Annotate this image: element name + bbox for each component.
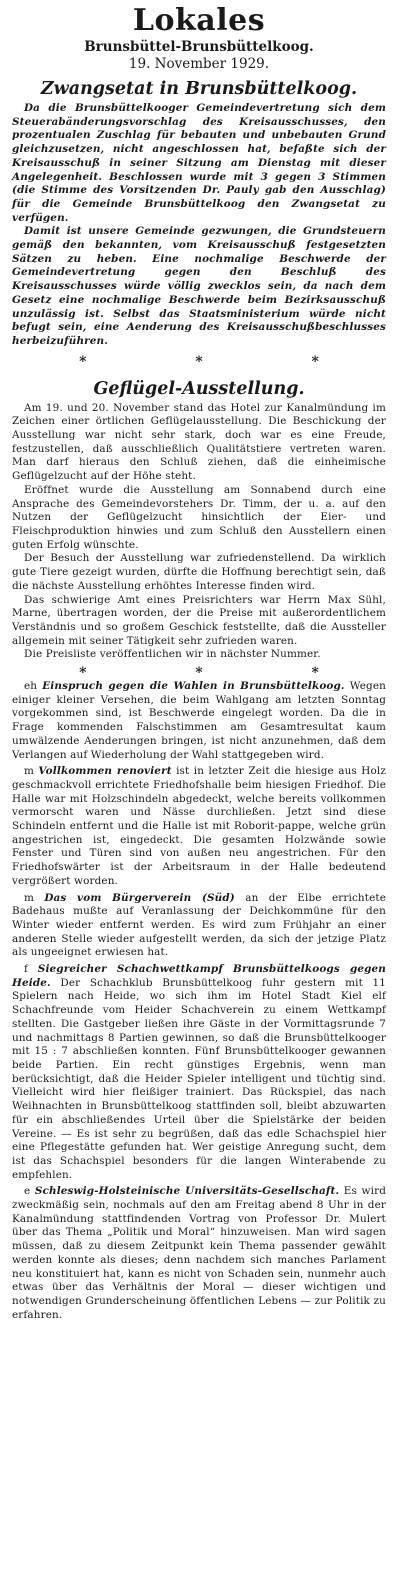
notice-marker: m	[24, 765, 35, 778]
article-headline: Geflügel-Ausstellung.	[93, 378, 305, 399]
notices	[12, 680, 386, 1322]
article-paragraph: Am 19. und 20. November stand das Hotel zur Kanalmündung im Zeichen einer örtlichen Geflügelausstellung. Die Beschickung der Ausstellung war nicht sehr stark, doch war es eine Freude, festzustellen, daß ausschließlich Qualitätstiere vertreten waren. Man darf hieraus den Schluß ziehen, daß die einheimische Geflügelzucht auf der Höhe steht.	[12, 401, 386, 483]
article-paragraph: Die Preisliste veröffentlichen wir in nächster Nummer.	[24, 648, 321, 661]
notice-lead: Das vom Bürgerverein (Süd)	[44, 891, 235, 904]
article-paragraph: Das schwierige Amt eines Preisrichters war Herrn Max Sühl, Marne, übertragen worden, der die Preise mit außerordentlichem Verständnis und so großem Geschick feststellte, daß die Aussteller allgemein mit seiner Tätigkeit sehr zufrieden waren.	[12, 593, 386, 647]
notice-text: an der Elbe errichtete Badehaus mußte auf Veranlassung der Deichkommüne für den Winter wieder entfernt werden. Es wird zum Frühjahr an einer anderen Stelle wieder aufgestellt werden, da sich der jetzige Platz als ungeeignet erwiesen hat.	[12, 891, 387, 959]
notice-buergerverein	[12, 892, 386, 961]
notice-schach	[12, 963, 386, 1182]
notice-universitaet	[12, 1185, 386, 1322]
article-paragraph: Der Besuch der Ausstellung war zufriedenstellend. Da wirklich gute Tiere gezeigt wurden, dürfte die Hoffnung berechtigt sein, daß die nächste Ausstellung erhöhtes Interesse finden wird.	[12, 552, 386, 592]
notice-text: Der Schachklub Brunsbüttelkoog fuhr gestern mit 11 Spielern nach Heide, wo sich ihm im Hotel Stadt Kiel elf Schachfreunde vom Heider Schachverein zu einem Wettkampf stellten. Die Gastgeber ließen ihre Gäste in der Vormittagsrunde 7 und nachmittags 8 Partien gewinnen, so daß die Brunsbüttelkooger mit 15 : 7 abschließen konnten. Fünf Brunsbüttelkooger gewannen beide Partien. Ein recht günstiges Ergebnis, wenn man berücksichtigt, daß die Heider Spieler intelligent und tüchtig sind. Vielleicht wird hier fleißiger trainiert. Das Rückspiel, das nach Weihnachten in Brunsbüttelkoog stattfinden soll, bleibt abzuwarten für ein abschließendes Urteil über die Spielstärke der beiden Vereine. — Es ist sehr zu begrüßen, daß das edle Schachspiel hier eine Pflegestätte gefunden hat. Wer geistige Anregung sucht, dem ist das Schachspiel besonders für die langen Winterabende zu empfehlen.	[12, 976, 386, 1181]
locality-line: Brunsbüttel-Brunsbüttelkoog.	[84, 39, 314, 55]
date-line: 19. November 1929.	[128, 56, 270, 72]
notice-einspruch	[12, 680, 386, 762]
newspaper-page	[0, 4, 400, 1571]
article-paragraph: Da die Brunsbüttelkooger Gemeindevertretung sich dem Steuerabänderungsvorschlag des Kreisausschusses, den prozentualen Zuschlag für bebauten und unbebauten Grund gleichzusetzen, nicht angeschlossen hat, befaßte sich der Kreisausschuß in seiner Sitzung am Dienstag mit dieser Angelegenheit. Beschlossen wurde mit 3 gegen 3 Stimmen (die Stimme des Vorsitzenden Dr. Pauly gab den Ausschlag) für die Gemeinde Brunsbüttelkoog den Zwangsetat zu verfügen.	[12, 102, 386, 224]
notice-text: Es wird zweckmäßig sein, nochmals auf den am Freitag abend 8 Uhr in der Kanalmündung stattfindenden Vortrag von Professor Dr. Mulert über das Thema „Politik und Moral“ hinzuweisen. Man wird sagen müssen, daß zu diesem Zeitpunkt kein Thema passender gewählt werden konnte als dieses; denn nachdem sich manches Parlament neu konstituiert hat, kann es nicht von Schaden sein, nunmehr auch etwas über das Verhältnis der Moral — dieser wichtigen und notwendigen Grunderscheinung öffentlichen Lebens — zur Politik zu erfahren.	[12, 1185, 386, 1321]
notice-renoviert	[12, 765, 386, 888]
section-separator: * * *	[79, 353, 371, 370]
article-paragraph: Eröffnet wurde die Ausstellung am Sonnabend durch eine Ansprache des Gemeindevorstehers Dr. Timm, der u. a. auf den Nutzen der Geflügelzucht hinsichtlich der Eier- und Fleischproduktion hinwies und zum Schluß den Ausstellern einen guten Erfolg wünschte.	[12, 483, 386, 551]
notice-marker: eh	[24, 680, 38, 693]
notice-marker: e	[24, 1185, 31, 1198]
notice-lead: Schleswig-Holsteinische Universitäts-Gesellschaft.	[34, 1185, 340, 1198]
notice-marker: f	[24, 963, 28, 976]
article-headline: Zwangsetat in Brunsbüttelkoog.	[40, 79, 358, 99]
masthead	[12, 4, 386, 73]
notice-text: ist in letzter Zeit die hiesige aus Holz geschmackvoll errichtete Friedhofshalle beim hiesigen Friedhof. Die Halle war mit Holzschindeln abgedeckt, welche bereits vollkommen vermorscht waren und Nässe durchließen. Jetzt sind diese Schindeln entfernt und die Halle ist mit Roborit-pappe, welche grün angestrichen ist, eingedeckt. Die gesamten Holzwände sowie Fenster und Türen sind von außen neu angestrichen. Für den Friedhofswärter ist der Arbeitsraum in der Halle bedeutend vergrößert worden.	[12, 765, 387, 887]
article-gefluegel	[12, 379, 386, 662]
notice-lead: Vollkommen renoviert	[38, 765, 172, 778]
notice-lead: Siegreicher Schachwettkampf Brunsbüttelkoogs gegen Heide.	[12, 963, 386, 989]
article-zwangsetat	[12, 79, 386, 349]
article-paragraph: Damit ist unsere Gemeinde gezwungen, die Grundsteuern gemäß den bekannten, vom Kreisausschuß festgesetzten Sätzen zu heben. Eine nochmalige Beschwerde der Gemeindevertretung gegen den Beschluß des Kreisausschusses würde völlig zwecklos sein, da nach dem Gesetz eine nochmalige Beschwerde beim Bezirksausschuß unzulässig ist. Selbst das Staatsministerium würde nicht befugt sein, eine Aenderung des Kreisausschußbeschlusses herbeizuführen.	[12, 225, 386, 347]
section-title: Lokales	[132, 3, 266, 38]
notice-lead: Einspruch gegen die Wahlen in Brunsbüttelkoog.	[42, 680, 345, 693]
notice-marker: m	[24, 891, 35, 904]
section-separator: * * *	[79, 665, 371, 682]
notice-text: Wegen einiger kleiner Versehen, die beim Wahlgang am letzten Sonntag vorgekommen sind, ist Beschwerde eingelegt worden. Da die in Frage kommenden Falschstimmen am Gesamtresultat kaum umwälzende Aenderungen bringen, ist nicht anzunehmen, daß dem Verlangen auf Wiederholung der Wahl stattgegeben wird.	[12, 680, 387, 761]
